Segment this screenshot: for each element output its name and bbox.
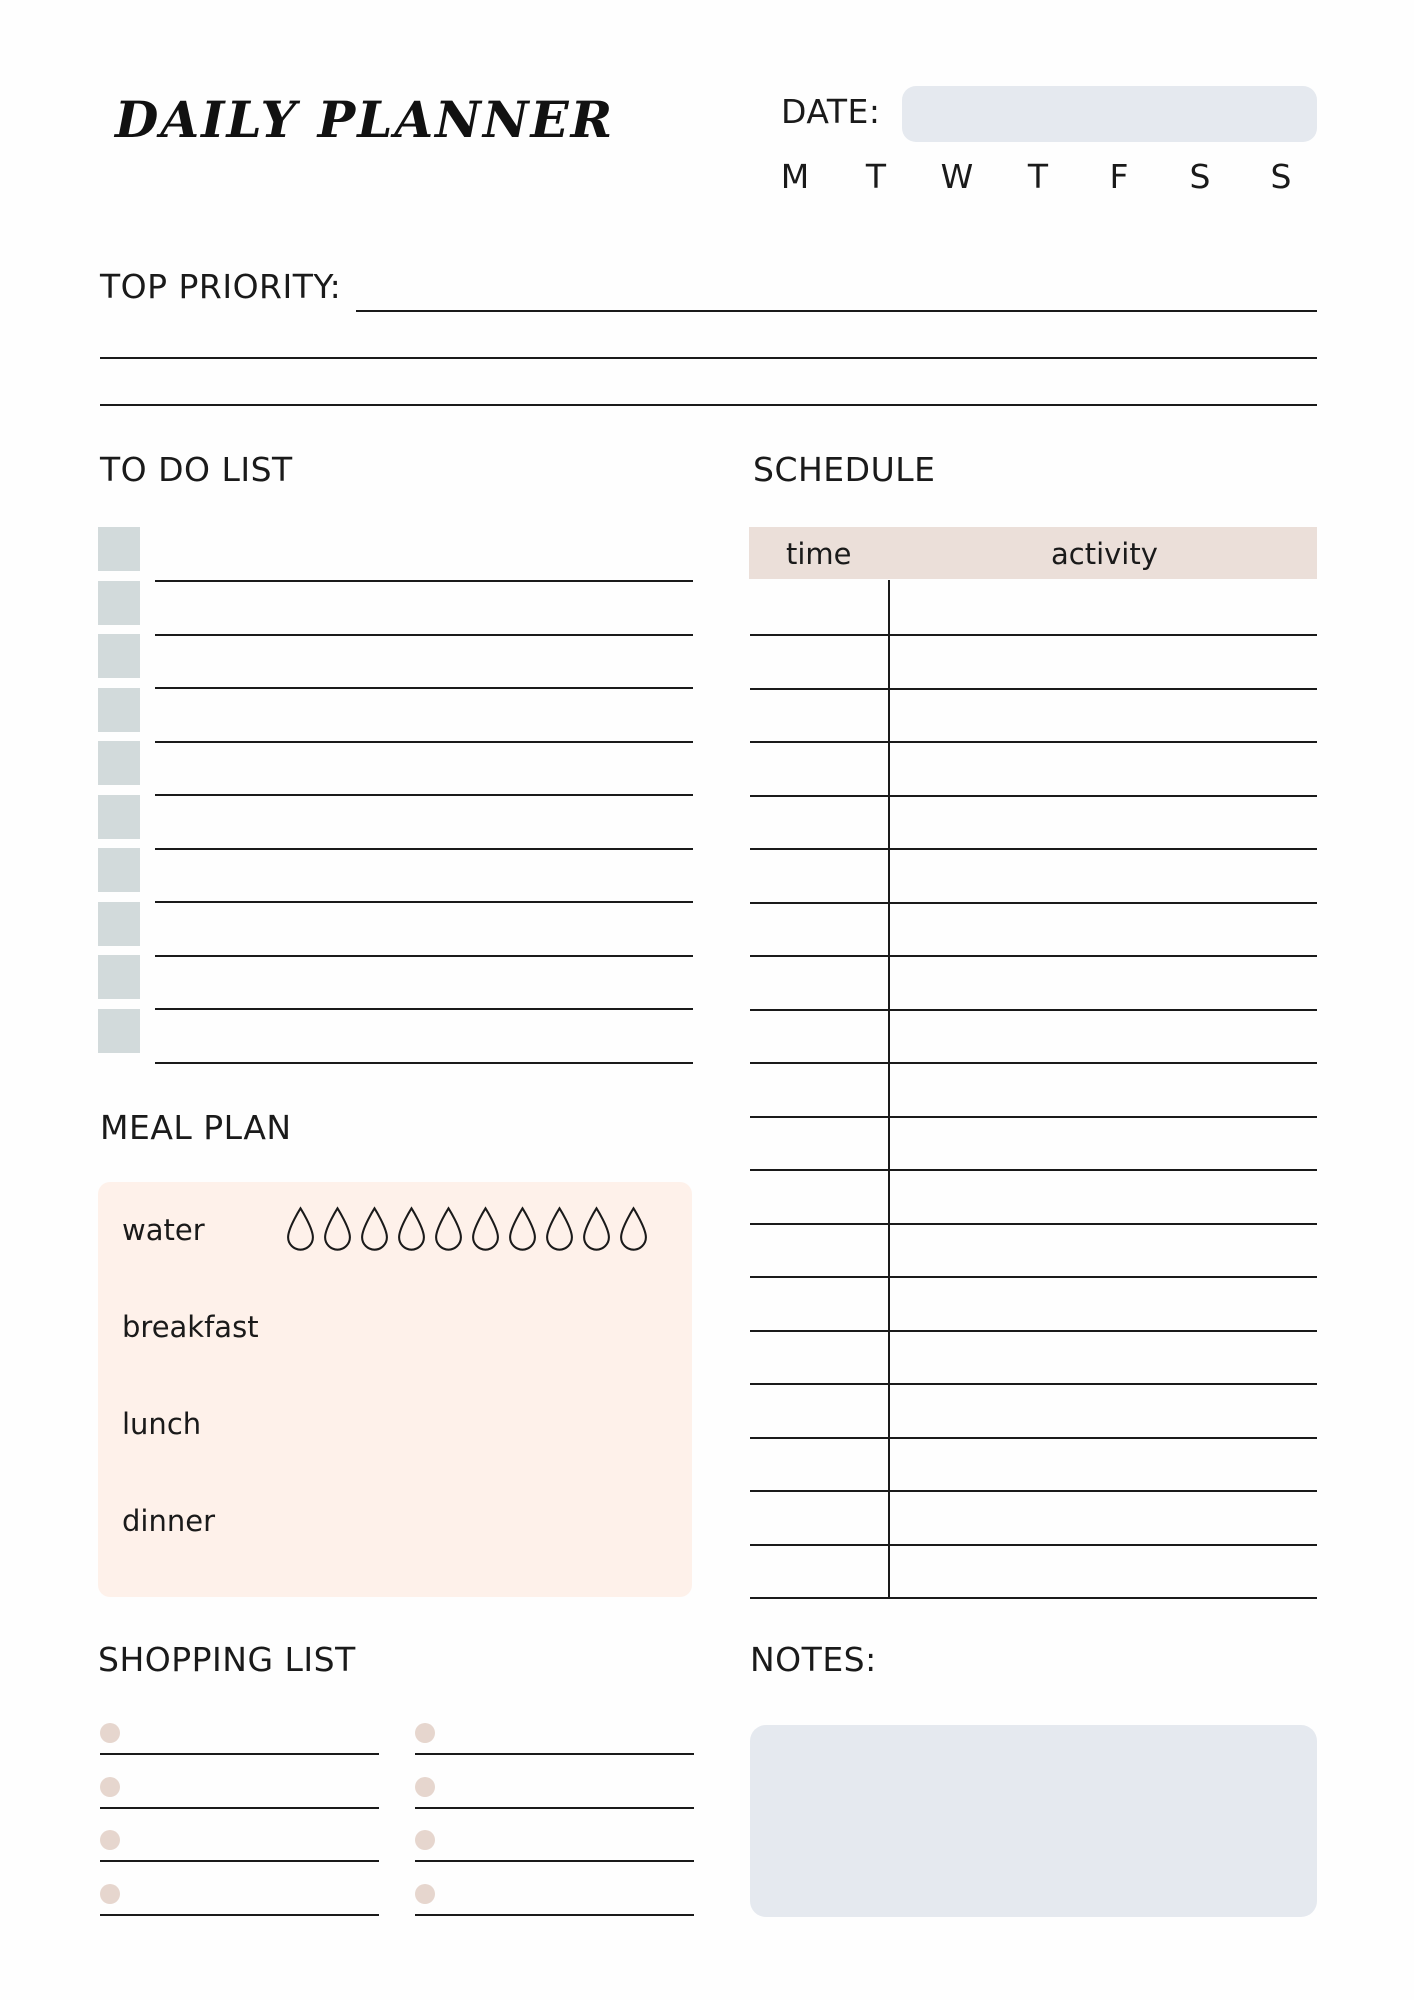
todo-line[interactable] xyxy=(155,1008,693,1010)
shopping-bullet-icon xyxy=(100,1777,120,1797)
schedule-row-line[interactable] xyxy=(750,1169,1317,1171)
breakfast-label: breakfast xyxy=(122,1310,259,1344)
schedule-row-line[interactable] xyxy=(750,902,1317,904)
date-field[interactable] xyxy=(902,86,1317,142)
date-label: DATE: xyxy=(781,92,881,131)
schedule-row-line[interactable] xyxy=(750,795,1317,797)
day-sunday[interactable]: S xyxy=(1270,157,1292,196)
todo-line[interactable] xyxy=(155,1062,693,1064)
weekday-selector xyxy=(768,157,1308,196)
day-saturday[interactable]: S xyxy=(1189,157,1211,196)
planner-title: DAILY PLANNER xyxy=(115,90,615,149)
schedule-row-line[interactable] xyxy=(750,1490,1317,1492)
meal-plan-heading: MEAL PLAN xyxy=(100,1108,292,1147)
todo-line[interactable] xyxy=(155,687,693,689)
shopping-item-line[interactable] xyxy=(100,1753,379,1755)
water-drop-icon[interactable] xyxy=(433,1206,464,1252)
water-label: water xyxy=(122,1213,205,1247)
shopping-bullet-icon xyxy=(415,1723,435,1743)
schedule-row-line[interactable] xyxy=(750,688,1317,690)
schedule-row-line[interactable] xyxy=(750,1223,1317,1225)
day-monday[interactable]: M xyxy=(780,157,810,196)
top-priority-label: TOP PRIORITY: xyxy=(100,267,342,306)
notes-heading: NOTES: xyxy=(750,1640,877,1679)
schedule-row-line[interactable] xyxy=(750,1383,1317,1385)
todo-line[interactable] xyxy=(155,634,693,636)
schedule-row-line[interactable] xyxy=(750,1116,1317,1118)
day-thursday[interactable]: T xyxy=(1027,157,1049,196)
shopping-bullet-icon xyxy=(415,1777,435,1797)
water-drop-icon[interactable] xyxy=(396,1206,427,1252)
water-drop-icon[interactable] xyxy=(322,1206,353,1252)
day-friday[interactable]: F xyxy=(1109,157,1129,196)
water-drop-icon[interactable] xyxy=(618,1206,649,1252)
water-tracker xyxy=(285,1206,649,1252)
todo-checkbox[interactable] xyxy=(98,741,140,785)
todo-line[interactable] xyxy=(155,848,693,850)
shopping-item-line[interactable] xyxy=(100,1807,379,1809)
shopping-bullet-icon xyxy=(415,1830,435,1850)
schedule-row-line[interactable] xyxy=(750,848,1317,850)
todo-checkbox[interactable] xyxy=(98,634,140,678)
shopping-bullet-icon xyxy=(100,1723,120,1743)
schedule-activity-column-header: activity xyxy=(1051,537,1158,571)
schedule-header xyxy=(749,527,1317,579)
shopping-item-line[interactable] xyxy=(415,1807,694,1809)
todo-line[interactable] xyxy=(155,741,693,743)
shopping-item-line[interactable] xyxy=(100,1914,379,1916)
todo-checkbox[interactable] xyxy=(98,581,140,625)
todo-checkbox[interactable] xyxy=(98,795,140,839)
schedule-column-divider xyxy=(888,580,890,1597)
shopping-item-line[interactable] xyxy=(415,1753,694,1755)
water-drop-icon[interactable] xyxy=(359,1206,390,1252)
todo-checkbox[interactable] xyxy=(98,902,140,946)
top-priority-line-2[interactable] xyxy=(100,357,1317,359)
shopping-item-line[interactable] xyxy=(100,1860,379,1862)
schedule-row-line[interactable] xyxy=(750,955,1317,957)
shopping-bullet-icon xyxy=(100,1884,120,1904)
shopping-list-heading: SHOPPING LIST xyxy=(98,1640,356,1679)
todo-line[interactable] xyxy=(155,580,693,582)
todo-list-heading: TO DO LIST xyxy=(100,450,293,489)
top-priority-line-1[interactable] xyxy=(356,310,1317,312)
notes-field[interactable] xyxy=(750,1725,1317,1917)
schedule-row-line[interactable] xyxy=(750,741,1317,743)
todo-line[interactable] xyxy=(155,955,693,957)
lunch-label: lunch xyxy=(122,1407,202,1441)
todo-checkbox[interactable] xyxy=(98,688,140,732)
schedule-time-column-header: time xyxy=(786,537,852,571)
water-drop-icon[interactable] xyxy=(581,1206,612,1252)
top-priority-line-3[interactable] xyxy=(100,404,1317,406)
day-tuesday[interactable]: T xyxy=(865,157,887,196)
shopping-item-line[interactable] xyxy=(415,1860,694,1862)
day-wednesday[interactable]: W xyxy=(940,157,974,196)
todo-checkbox[interactable] xyxy=(98,1009,140,1053)
water-drop-icon[interactable] xyxy=(507,1206,538,1252)
todo-line[interactable] xyxy=(155,901,693,903)
schedule-row-line[interactable] xyxy=(750,1009,1317,1011)
water-drop-icon[interactable] xyxy=(544,1206,575,1252)
schedule-row-line[interactable] xyxy=(750,1597,1317,1599)
schedule-row-line[interactable] xyxy=(750,1062,1317,1064)
schedule-row-line[interactable] xyxy=(750,1330,1317,1332)
water-drop-icon[interactable] xyxy=(470,1206,501,1252)
todo-checkbox[interactable] xyxy=(98,848,140,892)
shopping-bullet-icon xyxy=(100,1830,120,1850)
schedule-row-line[interactable] xyxy=(750,1437,1317,1439)
shopping-item-line[interactable] xyxy=(415,1914,694,1916)
shopping-bullet-icon xyxy=(415,1884,435,1904)
schedule-row-line[interactable] xyxy=(750,1276,1317,1278)
dinner-label: dinner xyxy=(122,1504,215,1538)
todo-line[interactable] xyxy=(155,794,693,796)
todo-checkbox[interactable] xyxy=(98,527,140,571)
schedule-row-line[interactable] xyxy=(750,634,1317,636)
todo-checkbox[interactable] xyxy=(98,955,140,999)
schedule-heading: SCHEDULE xyxy=(753,450,936,489)
schedule-row-line[interactable] xyxy=(750,1544,1317,1546)
water-drop-icon[interactable] xyxy=(285,1206,316,1252)
